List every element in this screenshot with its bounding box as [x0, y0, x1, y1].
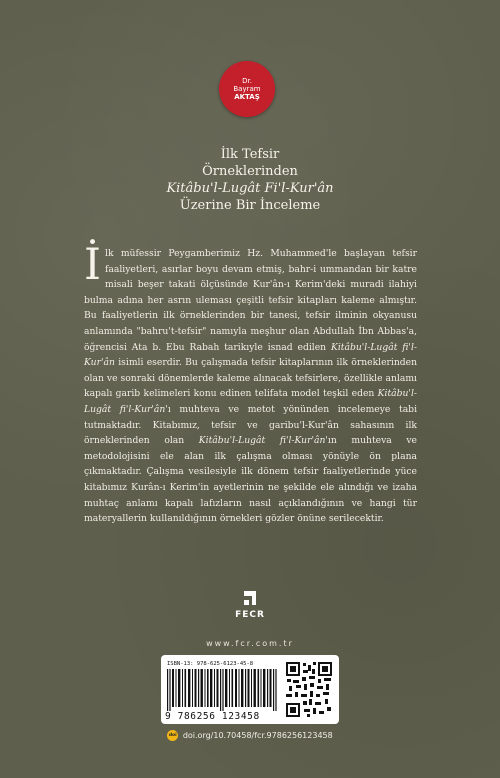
doi-line	[0, 730, 500, 741]
blurb-text-2: isimli eserdir. Bu çalışmada tefsir kitaplarının ilk örneklerinden olan ve sonraki dönemlerde kaleme alınacak tefsirlere, özellikle anlamı kapalı garib kelimeleri konu edinen telifata model teşkil eden	[84, 357, 417, 400]
author-title: Dr.	[242, 76, 252, 85]
barcode-icon	[167, 669, 279, 711]
publisher-logo-text: FECR	[235, 610, 265, 620]
title-line-4: Üzerine Bir İnceleme	[179, 198, 321, 213]
blurb-text-4: 'ın muhteva ve metodolojisini ele alan ilk çalışma olması yönüyle ön plana çıkmaktadır. Çalışma vesilesiyle ilk dönem tefsir faaliyetlerinde yüce kitabımız Kurân-ı Kerim'in ayetlerinin ne şekilde ele alındığı ve izaha muhtaç anlamı kapalı lafızların nasıl açıklandığının ve hangi tür materyallerin kullanıldığının örnekleri gözler önüne serilecektir.	[84, 435, 417, 525]
author-first-name: Bayram	[233, 84, 261, 93]
title-line-3: Kitâbu'l-Lugât Fi'l-Kur'ân	[166, 181, 334, 196]
author-badge	[219, 61, 275, 117]
isbn-block	[161, 655, 339, 724]
back-cover-blurb	[84, 240, 418, 527]
qr-code-icon	[285, 661, 333, 718]
author-surname: AKTAŞ	[234, 93, 260, 102]
publisher-website: www.fcr.com.tr	[206, 639, 294, 648]
doi-icon: doi	[167, 730, 178, 741]
doi-link[interactable]: doi.org/10.70458/fcr.9786256123458	[182, 731, 333, 740]
blurb-text-1: lk müfessir Peygamberimiz Hz. Muhammed'le başlayan tefsir faaliyetleri, asırlar boyu devam etmiş, bahr-i ummandan bir katre misali beşer takati ölçüsünde Kur'ân-ı Kerim'deki muradi ilahiyi bulma adına her asrın uleması çeşitli tefsir kitapları kaleme almıştır. Bu faaliyetlerin ilk örneklerinden bir tanesi, tefsir ilminin okyanusu anlamında "bahru't-tefsir" namıyla meşhur olan Abdullah İbn Abbas'a, öğrencisi Ata b. Ebu Rabah tarikıyle isnad edilen	[84, 248, 417, 353]
barcode-digits: 9 786256 123458	[165, 711, 260, 722]
book-title	[0, 146, 500, 214]
publisher-logo	[221, 589, 279, 620]
fecr-logo-icon	[240, 589, 260, 607]
title-line-2: Örneklerinden	[202, 164, 298, 179]
title-line-1: İlk Tefsir	[220, 147, 280, 162]
blurb-italic-title-3: Kitâbu'l-Lugât fi'l-Kur'ân	[198, 435, 326, 447]
blurb-italic-title-1: Kitâbu'l-Lugât fi'l-Kur'ân	[84, 341, 417, 369]
isbn-label: ISBN-13: 978-625-6123-45-8	[167, 661, 254, 667]
blurb-italic-title-2: Kitâbu'l-Lugât fi'l-Kur'ân	[84, 388, 417, 415]
blurb-paragraph	[84, 240, 418, 527]
blurb-text-3: 'ı muhteva ve metot yönünden incelemeye tabi tutmaktadır. Kitabımız, tefsir ve garibu'l-Kur'ân sahasının ilk örneklerinden olan	[84, 403, 418, 447]
drop-cap: İ	[84, 240, 101, 290]
